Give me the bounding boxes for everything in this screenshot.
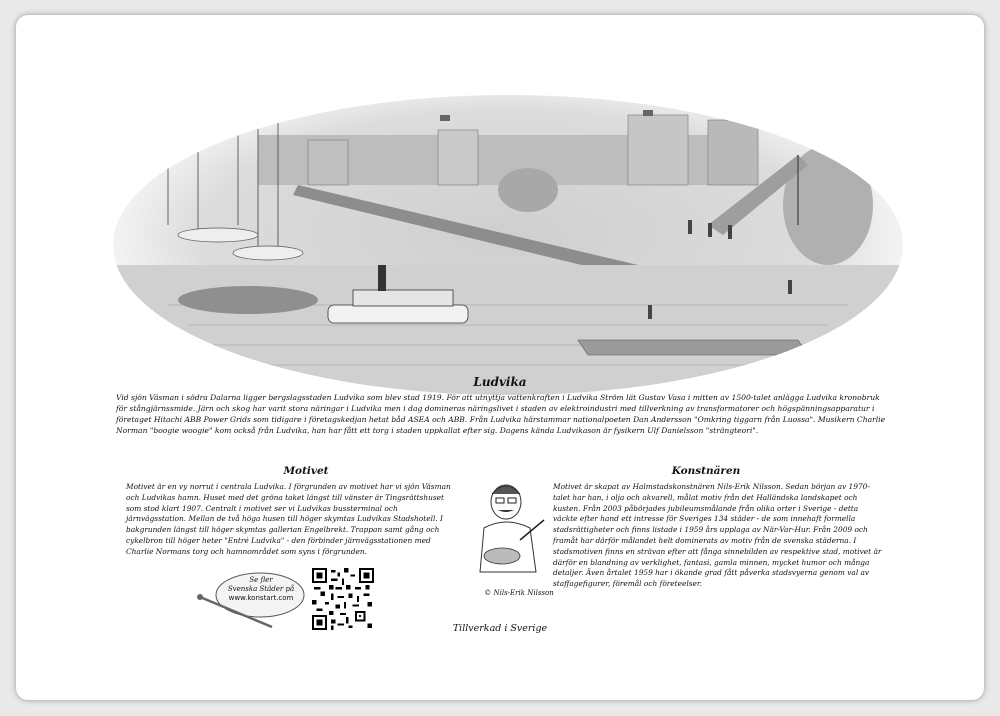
- artist-signature: © Nils-Erik Nilsson: [484, 589, 554, 597]
- harbour-illustration: [108, 75, 908, 395]
- motivet-text: Motivet är en vy norrut i centrala Ludvika. I förgrunden av motivet har vi sjön Väsman och Ludvikas hamn. Huset med det gröna taket längst till vänster är Tingsrättshuset som stod klart 1907. Centralt i motivet ser vi Ludvikas bussterminal och järnvägsstation. Mellan de två höga husen till höger skymtas Ludvikas Stadshotell. I bakgrunden längst till höger skymtas gallerian Engelbrekt. Trappan samt gång och cykelbron till höger heter "Entré Ludvika" - den förbinder järnvägsstationen med Charlie Normans torg och hamnområdet som syns i förgrunden.: [126, 482, 451, 556]
- logo-line2: Svenska Städer på: [227, 585, 295, 593]
- logo-url: www.konstart.com: [228, 594, 294, 602]
- artist-portrait: [472, 480, 552, 600]
- poster-card: [16, 15, 984, 700]
- konstnaren-heading: Konstnären: [671, 465, 741, 477]
- intro-paragraph: Vid sjön Väsman i södra Dalarna ligger bergslagsstaden Ludvika som blev stad 1919. För att utnyttja vattenkraften i Ludvika Ström lät Gustav Vasa i mitten av 1500-talet anlägga Ludvika kronobruk för stångjärnssmide. Järn och skog har varit stora näringar i Ludvika men i dag domineras näringslivet i staden av elektroindustri med tillverkning av transformatorer och högspänningsapparatur i företaget Hitachi ABB Power Grids som tidigare i företagskedjan hetat båd ASEA och ABB. Från Ludvika härstammar nationalpoeten Dan Andersson "Omkring tiggarn från Luossa". Musikern Charlie Norman "boogie woogie" kom också från Ludvika, han har fått ett torg i staden uppkallat efter sig. Dagens kända Ludvikason är fysikern Ulf Danielsson "strängteori".: [116, 393, 886, 435]
- poster-title: Ludvika: [473, 375, 527, 389]
- logo-line1: Se fler: [249, 576, 273, 584]
- motivet-heading: Motivet: [283, 465, 329, 477]
- made-in-sweden: Tillverkad i Sverige: [452, 623, 548, 634]
- konstnaren-text: Motivet är skapat av Halmstadskonstnären Nils-Erik Nilsson. Sedan början av 1970-talet har han, i olja och akvarell, målat motiv från det Halländska landskapet och kusten. Från 2003 påbörjades jubileumsmålande från olika orter i Sverige - detta väckte efter hand ett intresse för Sveriges 134 städer - de som innehaft formella stadsrättigheter och finns listade i 1959 års upplaga av När-Var-Hur. Från 2009 och framåt har därför målandet helt dominerats av motiv från de svenska städerna. I stadsmotiven finns en strävan efter att fånga sinnebilden av respektive stad, motivet är därför en blandning av verklighet, fantasi, gamla minnen, mycket humor och många detaljer. Även årtalet 1959 har i ökande grad fått påverka stadsvyerna genom val av staffagefigurer, föremål och företeelser.: [553, 482, 882, 589]
- qr-code: [312, 568, 374, 630]
